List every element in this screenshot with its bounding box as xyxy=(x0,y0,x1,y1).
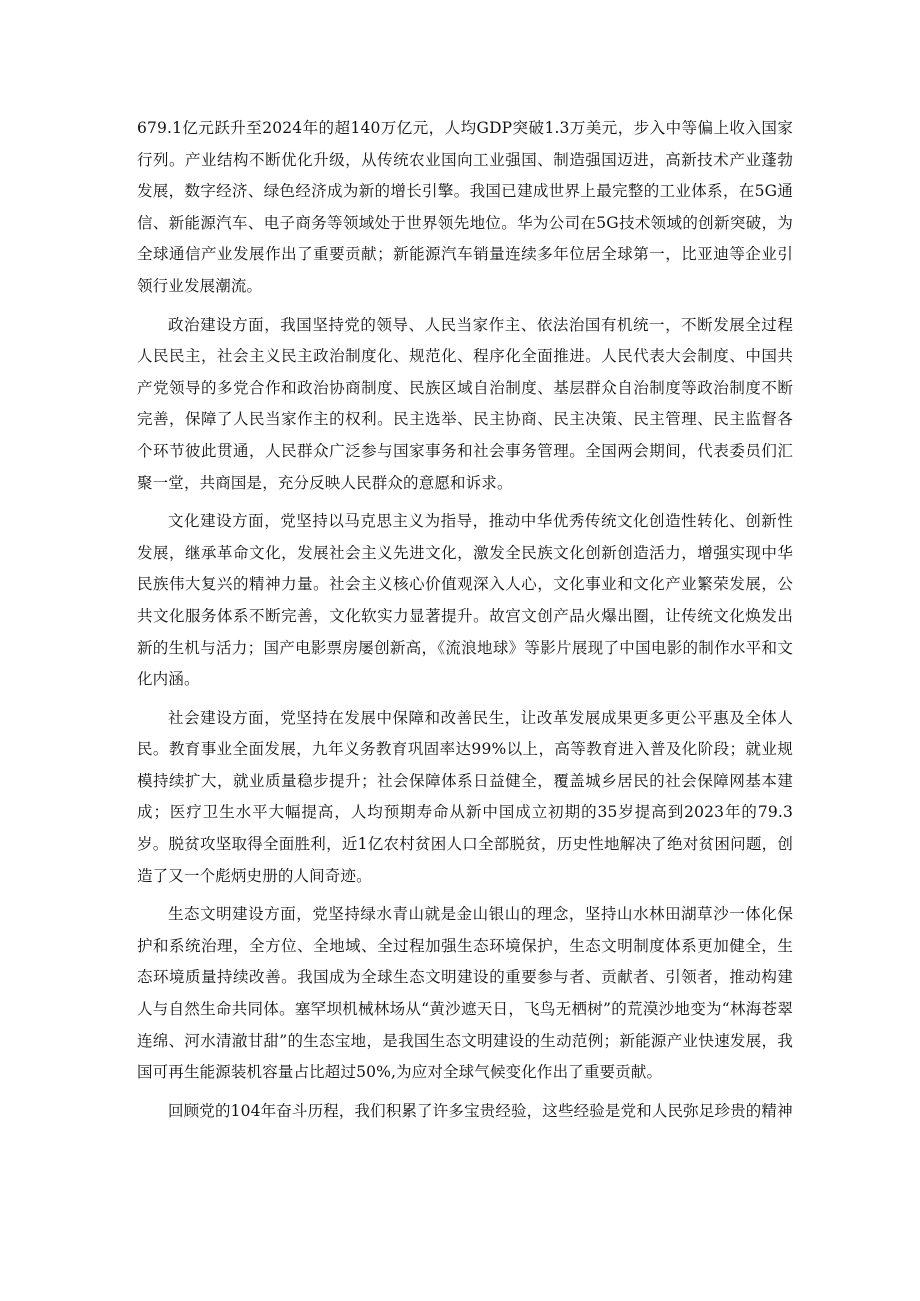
paragraph-political-construction: 政治建设方面，我国坚持党的领导、人民当家作主、依法治国有机统一，不断发展全过程人民民主，社会主义民主政治制度化、规范化、程序化全面推进。人民代表大会制度、中国共产党领导的多党合作和政治协商制度、民族区域自治制度、基层群众自治制度等政治制度不断完善，保障了人民当家作主的权利。民主选举、民主协商、民主决策、民主管理、民主监督各个环节彼此贯通，人民群众广泛参与国家事务和社会事务管理。全国两会期间，代表委员们汇聚一堂，共商国是，充分反映人民群众的意愿和诉求。 xyxy=(137,315,793,492)
paragraph-ecological-construction: 生态文明建设方面，党坚持绿水青山就是金山银山的理念，坚持山水林田湖草沙一体化保护和系统治理，全方位、全地域、全过程加强生态环境保护，生态文明制度体系更加健全，生态环境质量持续改善。我国成为全球生态文明建设的重要参与者、贡献者、引领者，推动构建人与自然生命共同体。塞罕坝机械林场从“黄沙遮天日，飞鸟无栖树”的荒漠沙地变为“林海苍翠连绵、河水清澈甘甜”的生态宝地，是我国生态文明建设的生动范例；新能源产业快速发展，我国可再生能源装机容量占比超过50%,为应对全球气候变化作出了重要贡献。 xyxy=(137,905,793,1082)
paragraph-social-construction: 社会建设方面，党坚持在发展中保障和改善民生，让改革发展成果更多更公平惠及全体人民。教育事业全面发展，九年义务教育巩固率达99%以上，高等教育进入普及化阶段；就业规模持续扩大，就业质量稳步提升；社会保障体系日益健全，覆盖城乡居民的社会保障网基本建成；医疗卫生水平大幅提高，人均预期寿命从新中国成立初期的35岁提高到2023年的79.3岁。脱贫攻坚取得全面胜利，近1亿农村贫困人口全部脱贫，历史性地解决了绝对贫困问题，创造了又一个彪炳史册的人间奇迹。 xyxy=(137,708,793,885)
paragraph-review-experience: 回顾党的104年奋斗历程，我们积累了许多宝贵经验，这些经验是党和人民弥足珍贵的精神 xyxy=(168,1101,793,1120)
document-page xyxy=(137,113,793,1134)
paragraph-cultural-construction: 文化建设方面，党坚持以马克思主义为指导，推动中华优秀传统文化创造性转化、创新性发展，继承革命文化，发展社会主义先进文化，激发全民族文化创新创造活力，增强实现中华民族伟大复兴的精神力量。社会主义核心价值观深入人心，文化事业和文化产业繁荣发展，公共文化服务体系不断完善，文化软实力显著提升。故宫文创产品火爆出圈，让传统文化焕发出新的生机与活力；国产电影票房屡创新高，《流浪地球》等影片展现了中国电影的制作水平和文化内涵。 xyxy=(137,512,793,689)
paragraph-economy-continued: 679.1亿元跃升至2024年的超140万亿元，人均GDP突破1.3万美元，步入中等偏上收入国家行列。产业结构不断优化升级，从传统农业国向工业强国、制造强国迈进，高新技术产业蓬勃发展，数字经济、绿色经济成为新的增长引擎。我国已建成世界上最完整的工业体系，在5G通信、新能源汽车、电子商务等领域处于世界领先地位。华为公司在5G技术领域的创新突破，为全球通信产业发展作出了重要贡献；新能源汽车销量连续多年位居全球第一，比亚迪等企业引领行业发展潮流。 xyxy=(137,119,793,295)
